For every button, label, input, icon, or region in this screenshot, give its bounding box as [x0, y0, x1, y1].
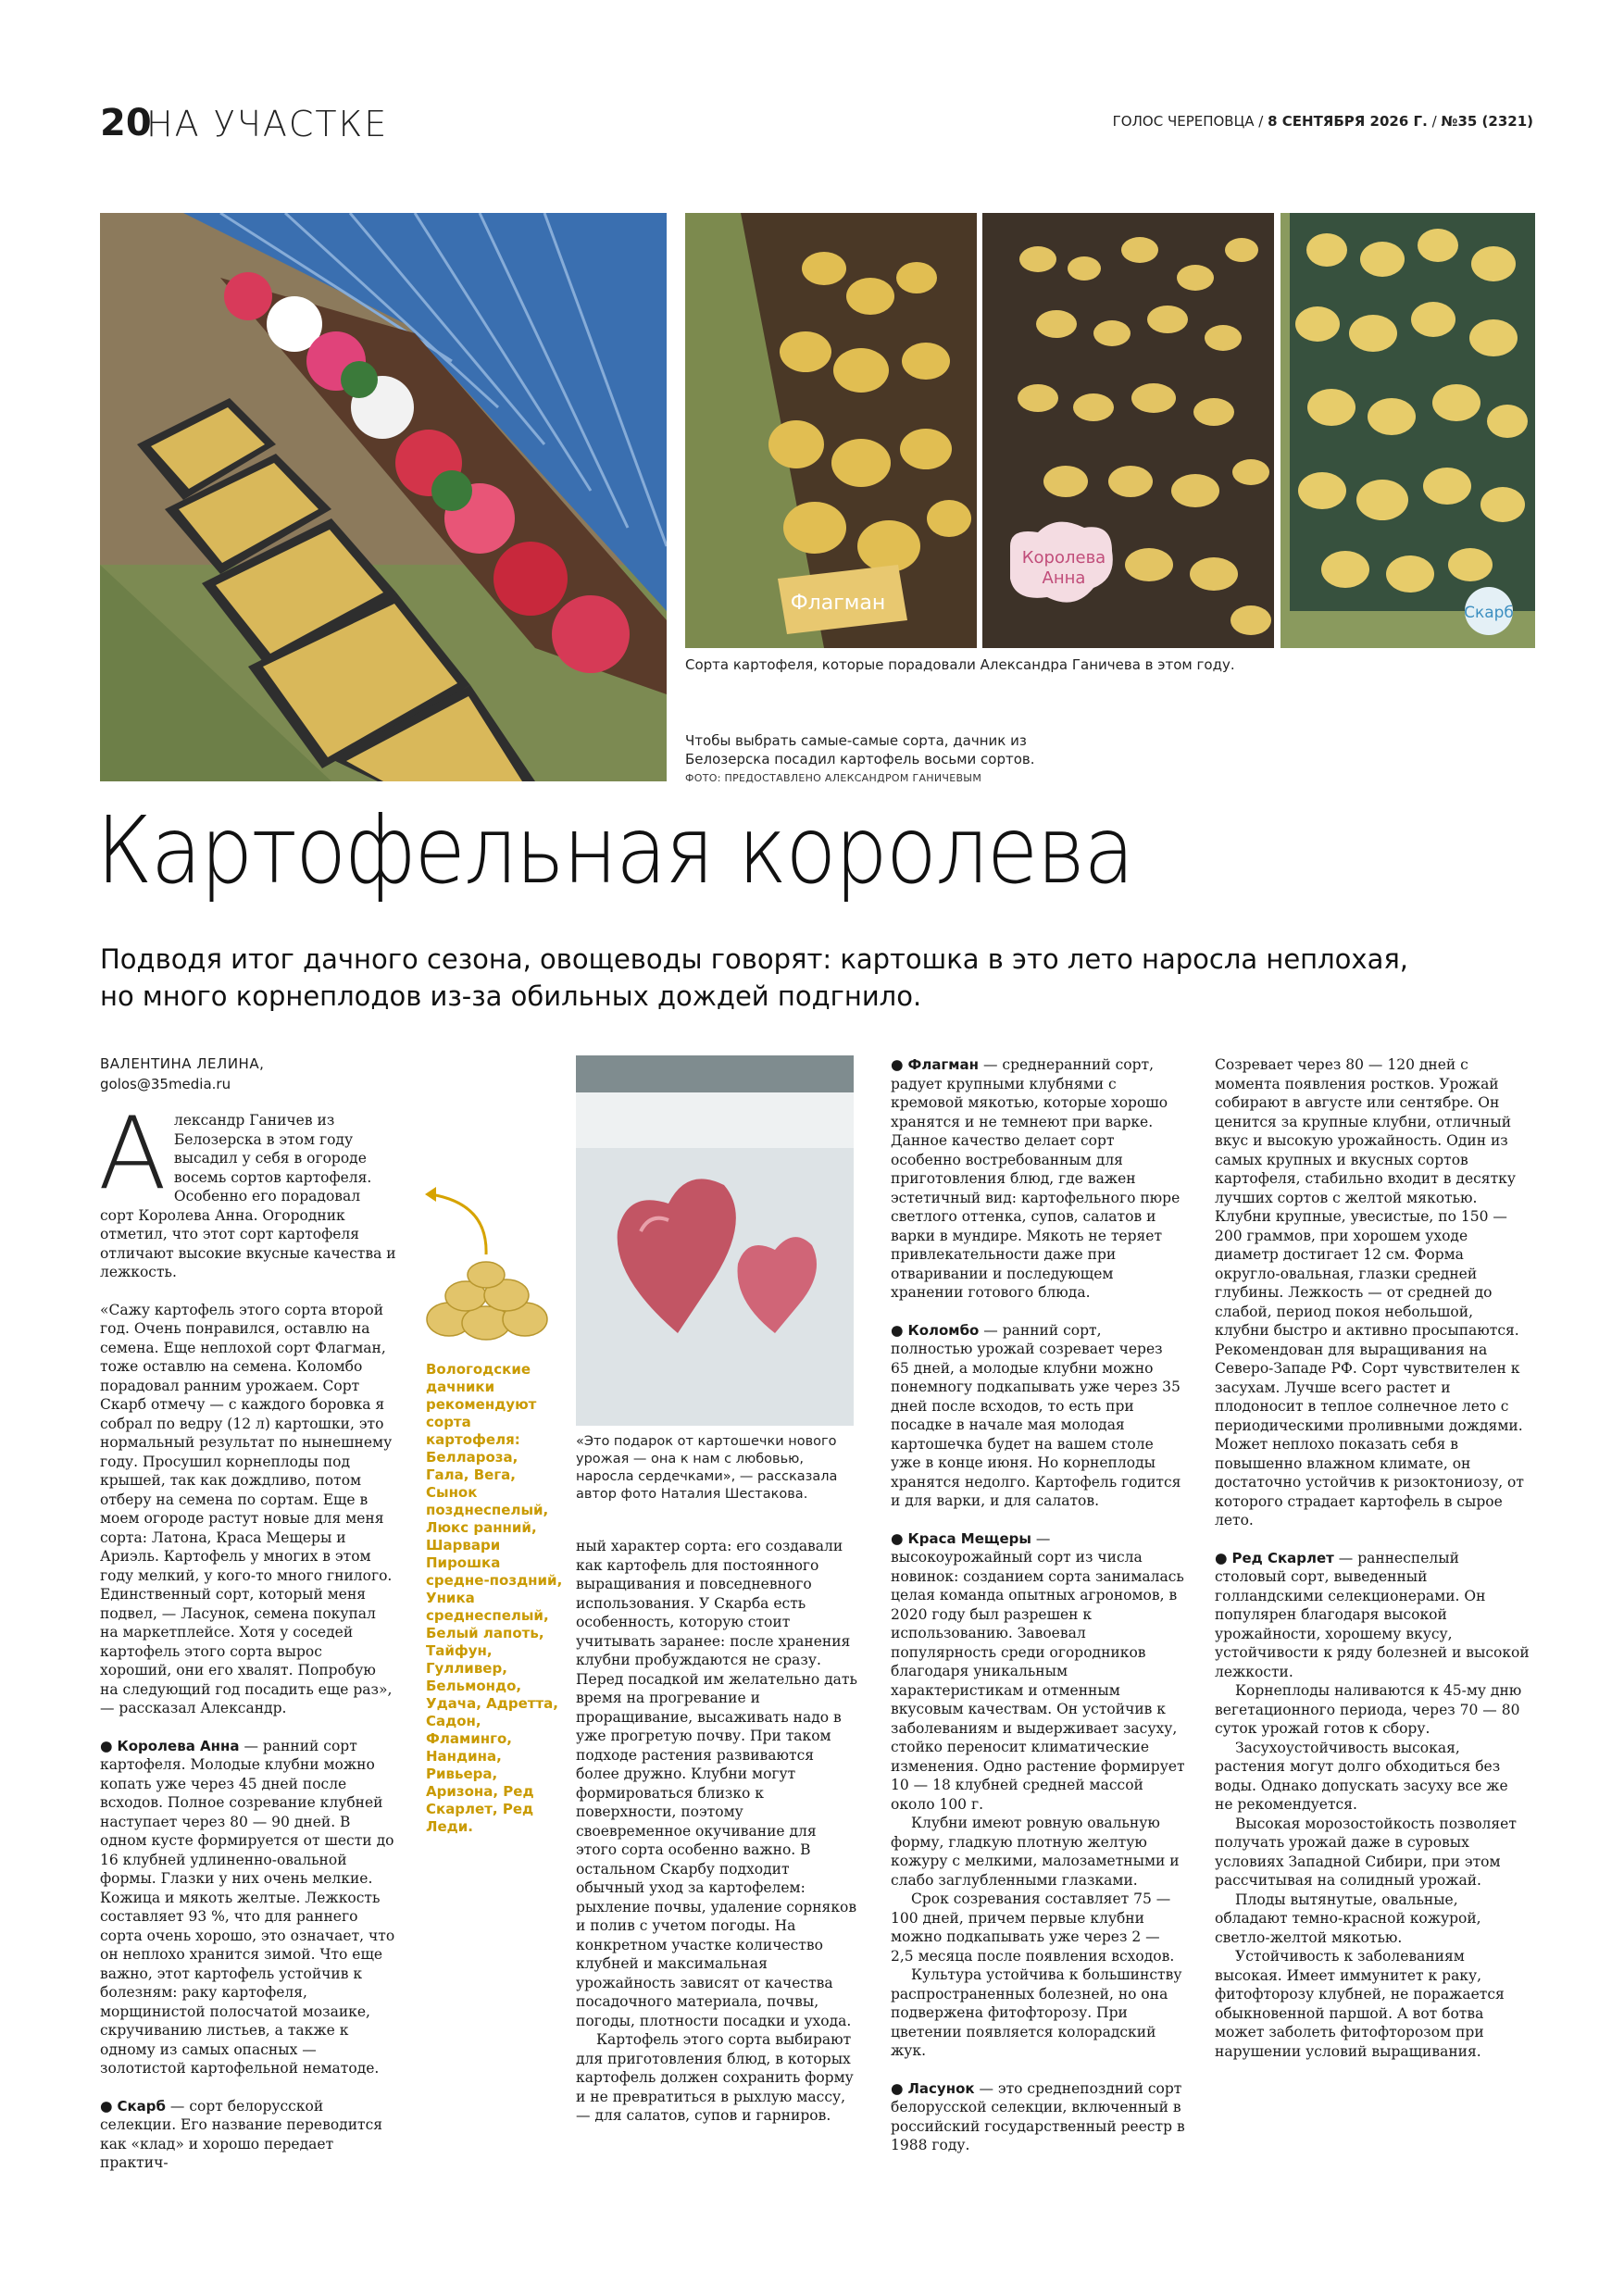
column-2 — [576, 1537, 858, 2144]
koroleva-paragraph: ● Королева Анна — ранний сорт картофеля. Молодые клубни можно копать уже через 45 дней после всходов. Полное созревание клубней наступает через 80 — 90 дней. В одном кусте формируется от шести до 16 клубней удлиненно-овальной формы. Глазки у них очень мелкие. Кожица и мякоть желтые. Лежкость составляет 93 %, что для раннего сорта очень хорошо, это означает, что он неплохо хранится зимой. Что еще важно, этот картофель устойчив к болезням: раку картофеля, морщинистой полосчатой мозаике, скручиванию листьев, а также к одному из самых опасных — золотистой картофельной нематоде. — [100, 1737, 395, 2077]
lasunok-paragraph: ● Ласунок — это среднепоздний сорт белорусской селекции, включенный в российский государственный реестр в 1988 году. — [891, 2079, 1185, 2153]
koroleva-title: Королева Анна — [117, 1737, 240, 1754]
column-4 — [1215, 1055, 1530, 2061]
heart-photo-caption: «Это подарок от картошечки нового урожая — она к нам с любовью, наросла сердечками», — рассказала автор фото Наталия Шестакова. — [576, 1434, 838, 1502]
varieties-caption: Сорта картофеля, которые порадовали Александра Ганичева в этом году. — [685, 656, 1235, 673]
article-headline: Картофельная королева — [96, 796, 1133, 905]
photo-heart-potatoes — [576, 1055, 854, 1426]
kolombo-paragraph: ● Коломбо — ранний сорт, полностью урожай созревает через 65 дней, а молодые клубни можно понемногу подкапывать уже через 35 дней после всходов, то есть при посадке в начале мая молодая картошечка будет на вашем столе уже в конце июня. Но корнеплоды хранятся недолго. Картофель годится и для варки, и для салатов. — [891, 1321, 1181, 1509]
lasunok-continued: Созревает через 80 — 120 дней с момента появления ростков. Урожай собирают в августе или сентябре. Он ценится за крупные клубни, отличный вкус и высокую урожайность. Один из самых крупных и вкусных сортов картофеля, стабильно входит в десятку лучших сортов с желтой мякотью. Клубни крупные, увесистые, по 150 — 200 граммов, при хорошем уходе диаметр достигает 12 см. Форма округло-овальная, глазки средней глубины. Лежкость — от средней до слабой, период покоя небольшой, клубни быстро и активно просыпаются. Рекомендован для выращивания на Северо-Западе РФ. Сорт чувствителен к засухам. Лучше всего растет и плодоносит в теплое солнечное лето с периодическими проливными дождями. Может неплохо показать себя в повышенно влажном климате, он достаточно устойчив к ризоктониозу, от которого страдает картофель в сырое лето. — [1215, 1056, 1524, 1529]
krasa-text: — высокоурожайный сорт из числа новинок: созданием сорта занималась целая команда опытных агрономов, в 2020 году был разрешен к использованию. Завоевал популярность среди огородников благодаря уникальным характеристикам и отменным вкусовым качествам. Он устойчив к заболеваниям и выдерживает засуху, стойко переносит климатические изменения. Одно растение формирует 10 — 18 клубней средней массой около 100 г. — [891, 1529, 1185, 1813]
quote-paragraph: «Сажу картофель этого сорта второй год. Очень понравился, оставлю на семена. Еще неплохой сорт Флагман, тоже оставлю на семена. Коломбо порадовал ранним урожаем. Сорт Скарб отмечу — с каждого боровка я собрал по ведру (12 л) картошки, это нормальный результат по нынешнему году. Просушил корнеплоды под крышей, так как дождливо, потом отберу на семена по сортам. Еще в моем огороде растут новые для меня сорта: Латона, Краса Мещеры и Ариэль. Картофель у многих в этом году мелкий, у кого-то много гнилого. Единственный сорт, который меня подвел, — Ласунок, семена покупал на маркетплейсе. Хотя у соседей картофель этого сорта вырос хороший, они его хвалят. Попробую на следующий год посадить еще раз», — рассказал Александр. — [100, 1301, 393, 1716]
label-koroleva: Королева — [1021, 548, 1106, 568]
red-resistance: Устойчивость к заболеваниям высокая. Имеет иммунитет к раку, фитофторозу клубней, не поражается обыкновенной паршой. А вот ботва может заболеть фитофторозом при нарушении условий выращивания. — [1215, 1948, 1505, 2060]
heart-potatoes-image — [576, 1055, 854, 1426]
page-number: 20 — [100, 102, 152, 144]
skarb-paragraph: ● Скарб — сорт белорусской селекции. Его название переводится как «клад» и хорошо передает практич- — [100, 2097, 383, 2171]
skarb-title: Скарб — [117, 2097, 166, 2115]
kolombo-title: Коломбо — [907, 1321, 980, 1339]
masthead: ГОЛОС ЧЕРЕПОВЦА / 8 СЕНТЯБРЯ 2026 Г. / №35 (2321) — [1112, 113, 1533, 130]
potatoes-illustration — [421, 1254, 560, 1347]
label-flagman: Флагман — [790, 592, 886, 615]
photo-credit: ФОТО: ПРЕДОСТАВЛЕНО АЛЕКСАНДРОМ ГАНИЧЕВЫМ — [685, 772, 982, 784]
flagman-title: Флагман — [907, 1056, 980, 1073]
issue-date: 8 СЕНТЯБРЯ 2026 Г. — [1268, 113, 1428, 130]
author-email: golos@35media.ru — [100, 1076, 231, 1092]
koroleva-potatoes-image — [982, 213, 1274, 648]
section-rubric: НА УЧАСТКЕ — [146, 104, 389, 144]
main-caption-line-2: Белозерска посадил картофель восьми сортов. — [685, 751, 1035, 767]
label-anna: Анна — [1042, 568, 1086, 588]
column-3 — [891, 1055, 1185, 2174]
author-name: ВАЛЕНТИНА ЛЕЛИНА, — [100, 1055, 265, 1072]
red-fruit: Плоды вытянутые, овальные, обладают темно-красной кожурой, светло-желтой мякотью. — [1215, 1890, 1481, 1946]
red-paragraph: ● Ред Скарлет — раннеспелый столовый сорт, выведенный голландскими селекционерами. Он популярен благодаря высокой урожайности, хорошему вкусу, устойчивости к ряду болезней и высокой лежкости. — [1215, 1549, 1530, 1680]
label-skarb: Скарб — [1464, 604, 1514, 622]
article-lead: Подводя итог дачного сезона, овощеводы говорят: картошка в это лето наросла неплохая, но много корнеплодов из-за обильных дождей подгнило. — [100, 943, 1409, 1012]
curved-arrow-icon — [421, 1176, 505, 1259]
krasa-tubers: Клубни имеют ровную овальную форму, гладкую плотную желтую кожуру с мелкими, малозаметными и слабо заглубленными глазками. — [891, 1815, 1180, 1889]
lasunok-title: Ласунок — [907, 2079, 975, 2097]
photo-flagman — [685, 213, 977, 648]
main-caption-line-1: Чтобы выбрать самые-самые сорта, дачник из — [685, 732, 1027, 749]
krasa-title: Краса Мещеры — [907, 1529, 1031, 1547]
flagman-potatoes-image — [685, 213, 977, 648]
lasunok-text: — это среднепоздний сорт белорусской селекции, включенный в российский государственный реестр в 1988 году. — [891, 2079, 1185, 2153]
issue-number: №35 (2321) — [1441, 113, 1533, 130]
koroleva-text: — ранний сорт картофеля. Молодые клубни можно копать уже через 45 дней после всходов. Полное созревание клубней наступает через 80 — 90 дней. В одном кусте формируется от шести до 16 клубней удлиненно-овальной формы. Глазки у них очень мелкие. Кожица и мякоть желтые. Лежкость составляет 93 %, что для раннего сорта очень хорошо, это означает, что он неплохо хранится зимой. Что еще важно, этот картофель устойчив к болезням: раку картофеля, морщинистой полосчатой мозаике, скручиванию листьев, а также к одному из самых опасных — золотистой картофельной нематоде. — [100, 1737, 395, 2077]
potato-pile-icon — [421, 1254, 560, 1347]
kolombo-text: — ранний сорт, полностью урожай созревает через 65 дней, а молодые клубни можно понемногу подкапывать уже через 35 дней после всходов, то есть при посадке в начале мая молодая картошечка будет на вашем столе уже в конце июня. Но корнеплоды хранятся недолго. Картофель годится и для варки, и для салатов. — [891, 1321, 1181, 1509]
skarb-text: — сорт белорусской селекции. Его название переводится как «клад» и хорошо передает практич- — [100, 2097, 383, 2171]
column-1 — [98, 1096, 398, 2191]
red-frost: Высокая морозостойкость позволяет получать урожай даже в суровых условиях Западной Сибири, при этом рассчитывая на солидный урожай. — [1215, 1815, 1517, 1889]
newspaper-name: ГОЛОС ЧЕРЕПОВЦА — [1112, 113, 1255, 130]
drop-cap: А — [98, 1096, 167, 1212]
krasa-ripening: Срок созревания составляет 75 — 100 дней, причем первые клубни можно подкапывать уже через 2 — 2,5 месяца после появления всходов. — [891, 1890, 1175, 1965]
krasa-diseases: Культура устойчива к большинству распространенных болезней, но она подвержена фитофторозу. При цветении появляется колорадский жук. — [891, 1966, 1182, 2059]
red-growth: Корнеплоды наливаются к 45-му дню вегетационного периода, через 70 — 80 суток урожай готов к сбору. — [1215, 1682, 1522, 1737]
photo-koroleva-anna — [982, 213, 1274, 648]
flowerbed-image — [100, 213, 667, 781]
main-photo-caption — [685, 731, 1148, 768]
sidebar-recommendations: Вологодские дачники рекомендуют сорта картофеля: Беллароза, Гала, Вега, Сынок позднеспелый, Люкс ранний, Шарвари Пирошка средне-поздний, Уника среднеспелый, Белый лапоть, Тайфун, Гулливер, Бельмондо, Удача, Адретта, Садон, Фламинго, Нандина, Ривьера, Аризона, Ред Скарлет, Ред Леди. — [426, 1361, 563, 1835]
main-photo-flowerbed — [100, 213, 667, 781]
sidebar-arrow — [421, 1176, 505, 1259]
skarb-continued: ный характер сорта: его создавали как картофель для постоянного выращивания и повседневного использования. У Скарба есть особенность, которую стоит учитывать заранее: после хранения клубни пробуждаются не сразу. Перед посадкой им желательно дать время на прогревание и проращивание, высаживать надо в уже прогретую почву. При таком подходе растения развиваются более дружно. Клубни могут формироваться близко к поверхности, поэтому своевременное окучивание для этого сорта особенно важно. В остальном Скарбу подходит обычный уход за картофелем: рыхление почвы, удаление сорняков и полив с учетом погоды. На конкретном участке количество клубней и максимальная урожайность зависят от качества посадочного материала, почвы, погоды, плотности посадки и ухода. — [576, 1538, 857, 2029]
skarb-usage: Картофель этого сорта выбирают для приготовления блюд, в которых картофель должен сохранить форму и не превратиться в рыхлую массу, — для салатов, супов и гарниров. — [576, 2031, 854, 2124]
skarb-potatoes-image — [1280, 213, 1535, 648]
krasa-paragraph: ● Краса Мещеры — высокоурожайный сорт из числа новинок: созданием сорта занималась целая команда опытных агрономов, в 2020 году был разрешен к использованию. Завоевал популярность среди огородников благодаря уникальным характеристикам и отменным вкусовым качествам. Он устойчив к заболеваниям и выдерживает засуху, стойко переносит климатические изменения. Одно растение формирует 10 — 18 клубней средней массой около 100 г. — [891, 1529, 1185, 1813]
red-title: Ред Скарлет — [1231, 1549, 1334, 1566]
intro-text: лександр Ганичев из Белозерска в этом году высадил у себя в огороде восемь сортов картофеля. Особенно его порадовал сорт Королева Анна. Огородник отметил, что этот сорт картофеля отличают высокие вкусные качества и лежкость. — [100, 1112, 396, 1280]
flagman-text: — среднеранний сорт, радует крупными клубнями с кремовой мякотью, которые хорошо хранятся и не темнеют при варке. Данное качество делает сорт особенно востребованным для приготовления блюд, где важен эстетичный вид: картофельного пюре светлого оттенка, супов, салатов и варки в мундире. Мякоть не теряет привлекательности даже при отваривании и последующем хранении готового блюда. — [891, 1056, 1181, 1301]
red-text: — раннеспелый столовый сорт, выведенный голландскими селекционерами. Он популярен благодаря высокой урожайности, хорошему вкусу, устойчивости к ряду болезней и высокой лежкости. — [1215, 1549, 1530, 1680]
red-drought: Засухоустойчивость высокая, растения могут долго обходиться без воды. Однако допускать засуху все же не рекомендуется. — [1215, 1739, 1508, 1813]
flagman-paragraph: ● Флагман — среднеранний сорт, радует крупными клубнями с кремовой мякотью, которые хорошо хранятся и не темнеют при варке. Данное качество делает сорт особенно востребованным для приготовления блюд, где важен эстетичный вид: картофельного пюре светлого оттенка, супов, салатов и варки в мундире. Мякоть не теряет привлекательности даже при отваривании и последующем хранении готового блюда. — [891, 1056, 1181, 1301]
photo-skarb — [1280, 213, 1535, 648]
